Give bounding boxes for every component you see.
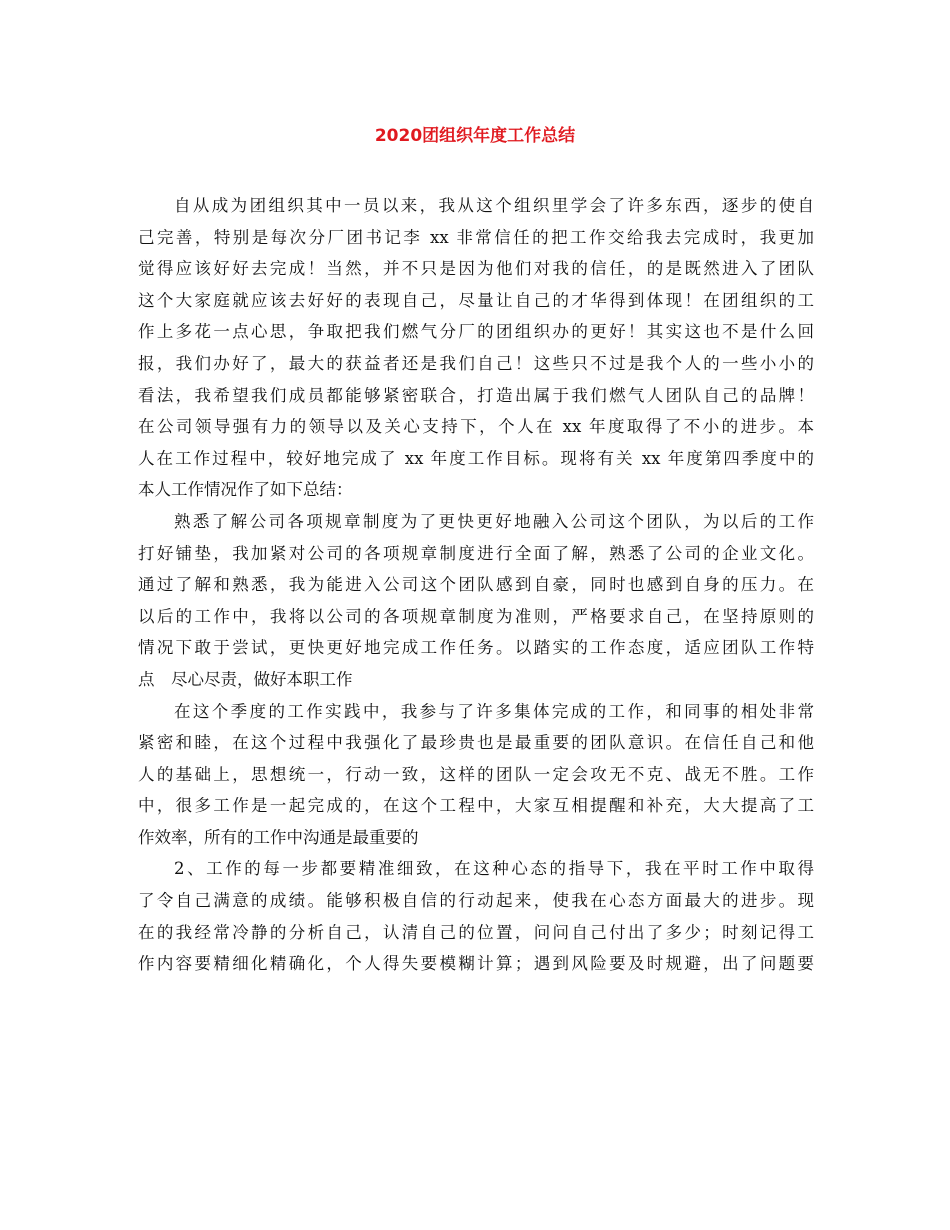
document-body	[138, 190, 814, 980]
paragraph-1-line-4: 这个大家庭就应该去好好的表现自己，尽量让自己的才华得到体现！在团组织的工	[138, 290, 814, 310]
paragraph-2-line-5: 情况下敢于尝试，更快更好地完成工作任务。以踏实的工作态度，适应团队工作特	[138, 638, 814, 658]
paragraph-1-line-1: 自从成为团组织其中一员以来，我从这个组织里学会了许多东西，逐步的使自	[174, 196, 814, 215]
paragraph-1-line-5: 作上多花一点心思，争取把我们燃气分厂的团组织办的更好！其实这也不是什么回	[138, 322, 814, 342]
paragraph-3-line-1: 在这个季度的工作实践中，我参与了许多集体完成的工作，和同事的相处非常	[174, 701, 814, 721]
paragraph-3-line-2: 紧密和睦，在这个过程中我强化了最珍贵也是最重要的团队意识。在信任自己和他	[138, 733, 814, 753]
paragraph-4-line-3: 在的我经常冷静的分析自己，认清自己的位置，问问自己付出了多少；时刻记得工	[138, 922, 814, 942]
paragraph-1-line-10: 本人工作情况作了如下总结：	[138, 480, 353, 500]
paragraph-3-line-5: 作效率，所有的工作中沟通是最重要的	[138, 827, 419, 847]
paragraph-4-line-2: 了令自己满意的成绩。能够积极自信的行动起来，使我在心态方面最大的进步。现	[138, 891, 814, 911]
paragraph-1-line-9: 人在工作过程中，较好地完成了 xx 年度工作目标。现将有关 xx 年度第四季度中的	[138, 448, 814, 468]
paragraph-2-line-1: 熟悉了解公司各项规章制度为了更快更好地融入公司这个团队，为以后的工作	[174, 511, 814, 531]
paragraph-3-line-3: 人的基础上，思想统一，行动一致，这样的团队一定会攻无不克、战无不胜。工作	[138, 764, 814, 784]
paragraph-1-line-6: 报，我们办好了，最大的获益者还是我们自己！这些只不过是我个人的一些小小的	[138, 353, 814, 373]
paragraph-3-line-4: 中，很多工作是一起完成的，在这个工程中，大家互相提醒和补充，大大提高了工	[138, 796, 814, 816]
paragraph-2-line-3: 通过了解和熟悉，我为能进入公司这个团队感到自豪，同时也感到自身的压力。在	[138, 575, 814, 595]
paragraph-1-line-3: 觉得应该好好去完成！当然，并不只是因为他们对我的信任，的是既然进入了团队	[138, 259, 814, 279]
paragraph-2-line-2: 打好铺垫，我加紧对公司的各项规章制度进行全面了解，熟悉了公司的企业文化。	[138, 543, 814, 563]
paragraph-2-line-4: 以后的工作中，我将以公司的各项规章制度为准则，严格要求自己，在坚持原则的	[138, 606, 814, 626]
paragraph-1-line-8: 在公司领导强有力的领导以及关心支持下，个人在 xx 年度取得了不小的进步。本	[138, 417, 814, 437]
document-title: 2020团组织年度工作总结	[374, 126, 576, 146]
paragraph-2-line-6: 点 尽心尽责，做好本职工作	[138, 669, 353, 689]
paragraph-4-line-4: 作内容要精细化精确化，个人得失要模糊计算；遇到风险要及时规避，出了问题要	[138, 954, 814, 974]
paragraph-1-line-2: 己完善，特别是每次分厂团书记李 xx 非常信任的把工作交给我去完成时，我更加	[138, 227, 814, 247]
paragraph-4-line-1: 2、工作的每一步都要精准细致，在这种心态的指导下，我在平时工作中取得	[174, 859, 814, 879]
paragraph-1-line-7: 看法，我希望我们成员都能够紧密联合，打造出属于我们燃气人团队自己的品牌！	[138, 385, 814, 405]
